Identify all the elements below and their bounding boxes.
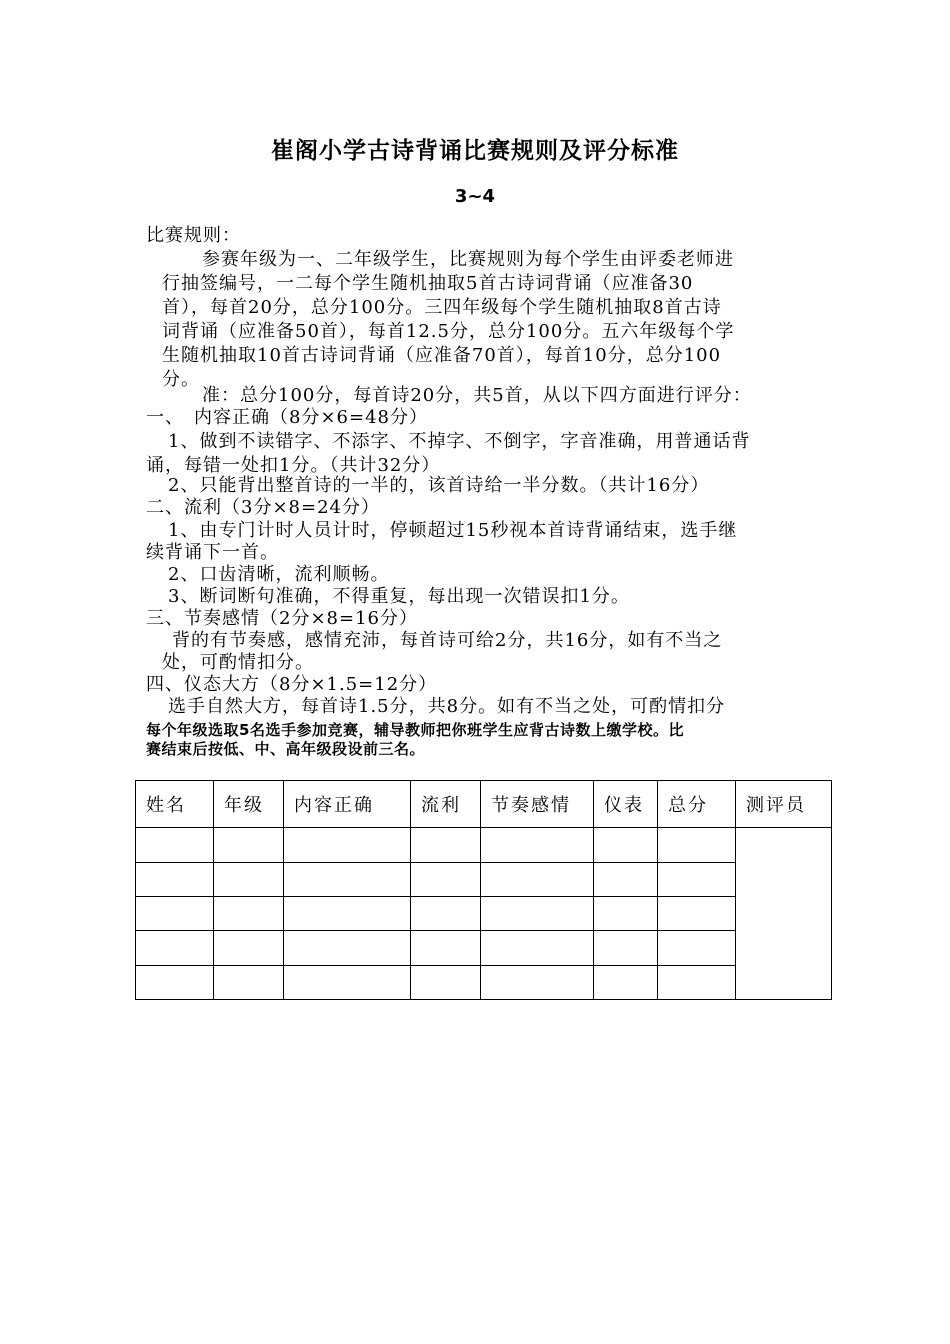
rules-line: 分。 (162, 369, 200, 390)
rule-item: 选手自然大方，每首诗1.5分，共8分。如有不当之处，可酌情扣分 (168, 696, 726, 717)
table-cell (411, 897, 481, 931)
table-row (136, 965, 832, 999)
rule-item: 2、口齿清晰，流利顺畅。 (168, 564, 390, 585)
rule-item: 续背诵下一首。 (146, 542, 279, 563)
table-cell (658, 862, 736, 896)
evaluator-cell (736, 828, 832, 1000)
table-row (136, 828, 832, 862)
table-row (136, 931, 832, 965)
document-subtitle: 3~4 (454, 186, 496, 207)
table-cell (658, 897, 736, 931)
note-line: 赛结束后按低、中、高年级段设前三名。 (146, 740, 426, 758)
table-header-row (136, 781, 832, 828)
table-cell (136, 931, 214, 965)
table-cell (658, 965, 736, 999)
rules-line: 生随机抽取10首古诗词背诵（应准备70首），每首10分，总分100 (162, 345, 722, 366)
table-cell (411, 862, 481, 896)
rules-line: 参赛年级为一、二年级学生，比赛规则为每个学生由评委老师进 (202, 249, 734, 270)
section-heading: 一、 内容正确（8分×6=48分） (146, 407, 428, 428)
rule-item: 2、只能背出整首诗的一半的，该首诗给一半分数。（共计16分） (168, 475, 710, 496)
table-cell (658, 931, 736, 965)
section-heading: 四、仪态大方（8分×1.5=12分） (146, 674, 438, 695)
table-cell (214, 931, 284, 965)
rule-item: 1、由专门计时人员计时，停顿超过15秒视本首诗背诵结束，选手继 (168, 520, 738, 541)
document-title: 崔阁小学古诗背诵比赛规则及评分标准 (271, 138, 679, 164)
table-cell (214, 965, 284, 999)
rule-item: 背的有节奏感，感情充沛，每首诗可给2分，共16分，如有不当之 (172, 630, 723, 651)
table-cell (658, 828, 736, 862)
note-line: 每个年级选取5名选手参加竞赛，辅导教师把你班学生应背古诗数上缴学校。比 (146, 721, 684, 739)
header-content: 内容正确 (284, 781, 411, 828)
section-heading: 三、节奏感情（2分×8=16分） (146, 608, 418, 629)
table-cell (284, 828, 411, 862)
table-cell (594, 965, 658, 999)
table-cell (284, 862, 411, 896)
table-cell (284, 897, 411, 931)
table-cell (481, 828, 594, 862)
table-cell (136, 862, 214, 896)
header-rhythm: 节奏感情 (481, 781, 594, 828)
table-cell (136, 828, 214, 862)
header-total: 总分 (658, 781, 736, 828)
table-cell (594, 897, 658, 931)
table-cell (411, 828, 481, 862)
table-cell (481, 965, 594, 999)
table-cell (136, 897, 214, 931)
table-cell (136, 965, 214, 999)
table-cell (214, 897, 284, 931)
table-row (136, 897, 832, 931)
table-cell (284, 931, 411, 965)
table-cell (594, 931, 658, 965)
header-evaluator: 测评员 (736, 781, 832, 828)
rules-line: 首），每首20分，总分100分。三四年级每个学生随机抽取8首古诗 (162, 297, 722, 318)
table-cell (411, 965, 481, 999)
rule-item: 1、做到不读错字、不添字、不掉字、不倒字，字音准确，用普通话背 (168, 431, 751, 452)
table-cell (594, 828, 658, 862)
rules-line: 词背诵（应准备50首），每首12.5分，总分100分。五六年级每个学 (162, 321, 735, 342)
scoring-intro: 准：总分100分，每首诗20分，共5首，从以下四方面进行评分： (202, 385, 752, 406)
rules-heading: 比赛规则： (146, 225, 241, 246)
table-cell (481, 862, 594, 896)
table-cell (481, 897, 594, 931)
rule-item: 3、断词断句准确，不得重复，每出现一次错误扣1分。 (168, 586, 630, 607)
table-cell (214, 862, 284, 896)
header-fluency: 流利 (411, 781, 481, 828)
rule-item: 诵，每错一处扣1分。（共计32分） (146, 455, 441, 476)
table-cell (284, 965, 411, 999)
table-cell (594, 862, 658, 896)
score-table (135, 780, 832, 1000)
section-heading: 二、流利（3分×8=24分） (146, 497, 380, 518)
header-manner: 仪表 (594, 781, 658, 828)
rule-item: 处，可酌情扣分。 (162, 652, 314, 673)
table-cell (214, 828, 284, 862)
rules-line: 行抽签编号，一二每个学生随机抽取5首古诗词背诵（应准备30 (162, 273, 694, 294)
table-cell (411, 931, 481, 965)
table-cell (481, 931, 594, 965)
header-grade: 年级 (214, 781, 284, 828)
table-row (136, 862, 832, 896)
header-name: 姓名 (136, 781, 214, 828)
